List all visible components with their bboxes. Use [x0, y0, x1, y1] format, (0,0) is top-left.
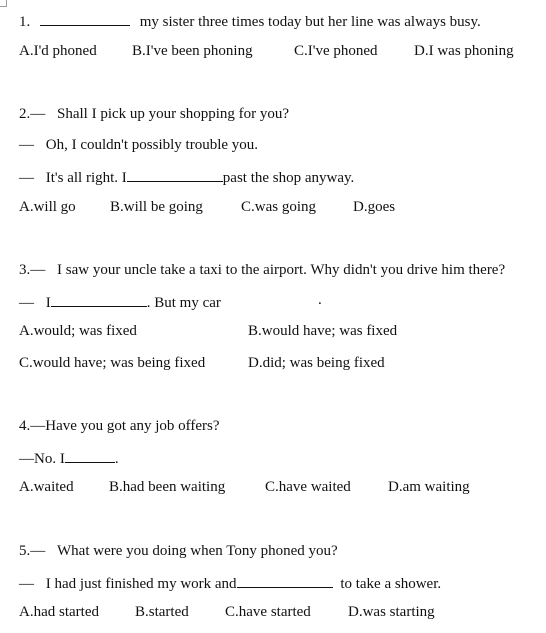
question-5-option-b[interactable]: B.started — [135, 604, 189, 620]
question-1-stem — [19, 11, 481, 31]
question-3-option-c[interactable]: C.would have; was being fixed — [19, 355, 206, 371]
question-4-option-b[interactable]: B.had been waiting — [109, 479, 226, 495]
question-2-option-d[interactable]: D.goes — [353, 199, 396, 215]
question-3-line-1 — [19, 261, 505, 279]
question-4-line-2 — [19, 448, 119, 468]
question-1-number: 1. — [19, 14, 31, 30]
question-5-prompt: What were you doing when Tony phoned you? — [57, 543, 338, 559]
dash: — — [19, 451, 34, 467]
dash: — — [19, 576, 34, 592]
question-3-option-b[interactable]: B.would have; was fixed — [248, 323, 398, 339]
question-3-blank — [51, 292, 147, 307]
dash: — — [30, 106, 46, 122]
question-1-option-d[interactable]: D.I was phoning — [414, 43, 514, 59]
question-3-line-2-start: I — [45, 295, 51, 311]
question-3-line-2-middle: . But my car — [146, 295, 221, 311]
question-3-prompt: I saw your uncle take a taxi to the airport. Why didn't you drive him there? — [57, 262, 506, 278]
question-1-text: my sister three times today but her line was always busy. — [139, 14, 481, 30]
question-1-option-c[interactable]: C.I've phoned — [294, 43, 378, 59]
question-5-option-d[interactable]: D.was starting — [348, 604, 435, 620]
question-5-line-1 — [19, 542, 338, 560]
question-1-blank — [40, 11, 130, 26]
question-5-option-c[interactable]: C.have started — [225, 604, 311, 620]
question-2-prompt: Shall I pick up your shopping for you? — [57, 106, 290, 122]
dash: — — [30, 262, 46, 278]
question-4-prompt: Have you got any job offers? — [45, 418, 220, 434]
question-2-reply: Oh, I couldn't possibly trouble you. — [45, 137, 259, 153]
question-2-option-a[interactable]: A.will go — [19, 199, 76, 215]
question-2-blank — [127, 167, 223, 182]
page-corner-mark — [0, 0, 7, 7]
question-5-line-2 — [19, 573, 441, 593]
question-2-line-3-end: past the shop anyway. — [222, 170, 355, 186]
question-5-number: 5. — [19, 543, 31, 559]
dash: — — [19, 137, 34, 153]
question-3-option-a[interactable]: A.would; was fixed — [19, 323, 137, 339]
question-2-line-2 — [19, 136, 258, 154]
question-3-line-2 — [19, 292, 221, 312]
question-5-line-2-start: I had just finished my work and — [45, 576, 237, 592]
question-5-blank — [237, 573, 333, 588]
question-4-number: 4. — [19, 418, 31, 434]
question-1-option-b[interactable]: B.I've been phoning — [132, 43, 253, 59]
question-5-line-2-end: to take a shower. — [340, 576, 442, 592]
question-2-line-3-start: It's all right. I — [45, 170, 127, 186]
question-2-line-1 — [19, 105, 289, 123]
dash: — — [19, 295, 34, 311]
question-2-option-b[interactable]: B.will be going — [110, 199, 203, 215]
dash: — — [30, 418, 46, 434]
question-4-line-1 — [19, 417, 220, 435]
question-2-option-c[interactable]: C.was going — [241, 199, 316, 215]
question-5-option-a[interactable]: A.had started — [19, 604, 99, 620]
question-2-line-3 — [19, 167, 354, 187]
dash: — — [19, 170, 34, 186]
question-4-line-2-start: No. I — [34, 451, 65, 467]
question-4-option-a[interactable]: A.waited — [19, 479, 74, 495]
question-4-blank — [65, 448, 115, 463]
question-3-line-2-end: . — [318, 292, 322, 308]
question-1-option-a[interactable]: A.I'd phoned — [19, 43, 97, 59]
question-4-line-2-end: . — [114, 451, 119, 467]
question-3-option-d[interactable]: D.did; was being fixed — [248, 355, 385, 371]
dash: — — [30, 543, 46, 559]
question-2-number: 2. — [19, 106, 31, 122]
question-4-option-d[interactable]: D.am waiting — [388, 479, 470, 495]
question-4-option-c[interactable]: C.have waited — [265, 479, 351, 495]
question-3-number: 3. — [19, 262, 31, 278]
